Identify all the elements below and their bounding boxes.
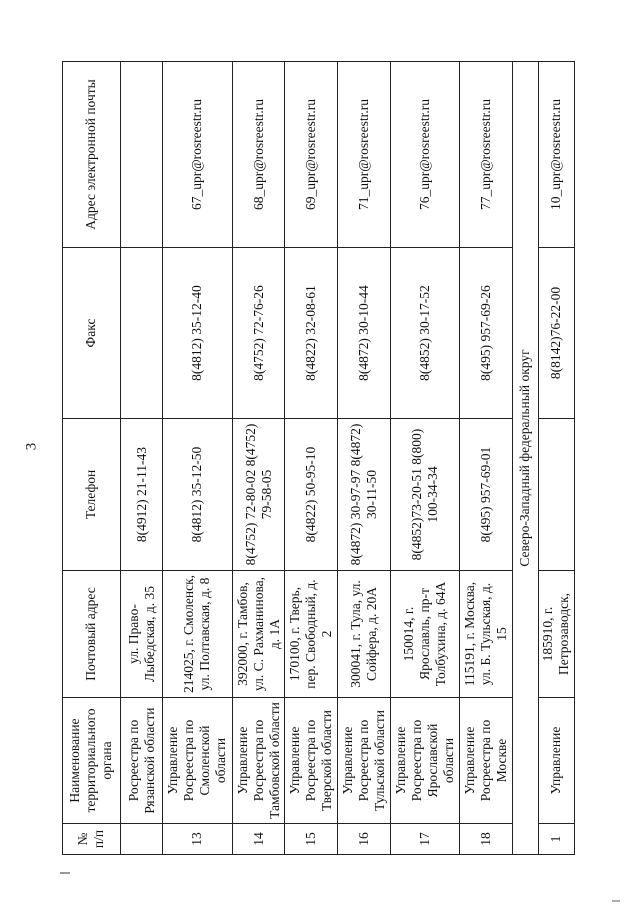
scan-artifact: [60, 872, 70, 874]
row-fax: 8(8142)76-22-00: [538, 248, 574, 419]
row-number: 16: [338, 824, 391, 855]
row-number: 17: [390, 824, 459, 855]
row-name: Росреестра по Рязанской области: [120, 698, 162, 824]
row-name: Управление Росреестра по Смоленской области: [163, 698, 232, 824]
header-name: Наименование территориального органа: [63, 698, 121, 824]
header-email: Адрес электронной почты: [63, 62, 121, 248]
row-fax: 8(495) 957-69-26: [460, 248, 513, 419]
row-email: 69_upr@rosreestr.ru: [285, 62, 338, 248]
territorial-bodies-table: [62, 61, 575, 855]
row-address: 185910, г. Петрозаводск,: [538, 571, 574, 698]
header-fax: Факс: [63, 248, 121, 419]
row-phone: [538, 419, 574, 571]
row-number: [120, 824, 162, 855]
row-name: Управление Росреестра по Тульской области: [338, 698, 391, 824]
row-name: Управление Росреестра по Ярославской области: [390, 698, 459, 824]
row-phone: 8(4822) 50-95-10: [285, 419, 338, 571]
section-row: [512, 62, 538, 855]
row-address: 150014, г. Ярославль, пр-т Толбухина, д. 64А: [390, 571, 459, 698]
table-row: [460, 62, 513, 855]
row-fax: 8(4752) 72-76-26: [232, 248, 285, 419]
table-row: [232, 62, 285, 855]
row-address: 115191, г. Москва, ул. Б. Тульская, д. 15: [460, 571, 513, 698]
table-row: [538, 62, 574, 855]
row-phone: 8(4812) 35-12-50: [163, 419, 232, 571]
table-row: [163, 62, 232, 855]
row-phone: 8(4852)73-20-51 8(800) 100-34-34: [390, 419, 459, 571]
row-fax: 8(4812) 35-12-40: [163, 248, 232, 419]
row-number: 14: [232, 824, 285, 855]
table-row: [338, 62, 391, 855]
table-header-row: [63, 62, 121, 855]
row-name: Управление Росреестра по Москве: [460, 698, 513, 824]
row-name: Управление Росреестра по Тверской области: [285, 698, 338, 824]
row-email: 77_upr@rosreestr.ru: [460, 62, 513, 248]
row-email: 71_upr@rosreestr.ru: [338, 62, 391, 248]
row-email: 68_upr@rosreestr.ru: [232, 62, 285, 248]
row-phone: 8(4752) 72-80-02 8(4752) 79-58-05: [232, 419, 285, 571]
row-number: 1: [538, 824, 574, 855]
row-number: 15: [285, 824, 338, 855]
row-email: [120, 62, 162, 248]
row-fax: [120, 248, 162, 419]
row-address: 300041, г. Тула, ул. Сойфера, д. 20А: [338, 571, 391, 698]
row-phone: 8(4872) 30-97-97 8(4872) 30-11-50: [338, 419, 391, 571]
header-address: Почтовый адрес: [63, 571, 121, 698]
row-email: 76_upr@rosreestr.ru: [390, 62, 459, 248]
row-email: 10_upr@rosreestr.ru: [538, 62, 574, 248]
row-name: Управление: [538, 698, 574, 824]
table-container: [62, 62, 575, 855]
row-number: 13: [163, 824, 232, 855]
row-address: 392000, г. Тамбов, ул. С. Рахманинова, д. 1А: [232, 571, 285, 698]
row-phone: 8(4912) 21-11-43: [120, 419, 162, 571]
table-row: [390, 62, 459, 855]
row-fax: 8(4852) 30-17-52: [390, 248, 459, 419]
row-name: Управление Росреестра по Тамбовской области: [232, 698, 285, 824]
row-fax: 8(4822) 32-08-61: [285, 248, 338, 419]
table-row: [120, 62, 162, 855]
header-number: № п/п: [63, 824, 121, 855]
scan-artifact: [612, 900, 620, 902]
section-title: Северо-Западный федеральный округ: [512, 62, 538, 855]
row-address: 214025, г. Смоленск, ул. Полтавская, д. 8: [163, 571, 232, 698]
page-number: 3: [23, 442, 40, 451]
row-fax: 8(4872) 30-10-44: [338, 248, 391, 419]
row-phone: 8(495) 957-69-01: [460, 419, 513, 571]
row-address: 170100, г. Тверь, пер. Свободный, д. 2: [285, 571, 338, 698]
row-number: 18: [460, 824, 513, 855]
row-email: 67_upr@rosreestr.ru: [163, 62, 232, 248]
row-address: ул. Право-Лыбедская, д. 35: [120, 571, 162, 698]
table-row: [285, 62, 338, 855]
header-phone: Телефон: [63, 419, 121, 571]
